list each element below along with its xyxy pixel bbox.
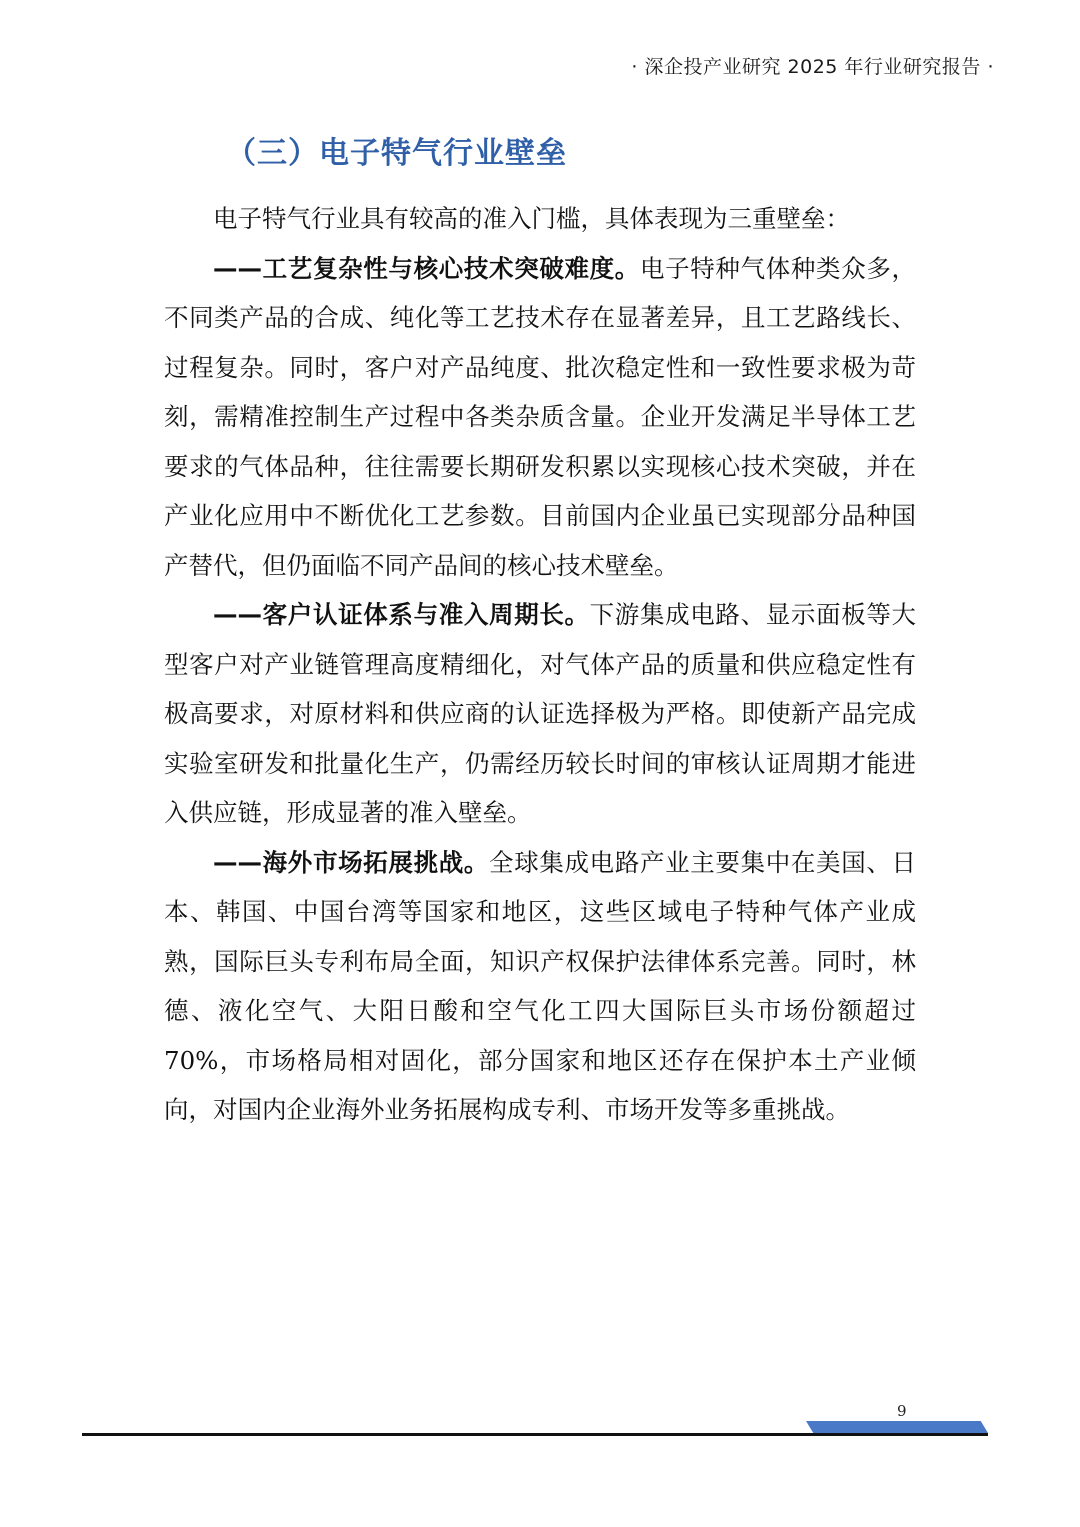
- paragraph-body: 电子特种气体种类众多，不同类产品的合成、纯化等工艺技术存在显著差异，且工艺路线长、过程复杂。同时，客户对产品纯度、批次稳定性和一致性要求极为苛刻，需精准控制生产过程中各类杂质含量。企业开发满足半导体工艺要求的气体品种，往往需要长期研发积累以实现核心技术突破，并在产业化应用中不断优化工艺参数。目前国内企业虽已实现部分品种国产替代，但仍面临不同产品间的核心技术壁垒。: [164, 253, 917, 580]
- footer-divider: [82, 1433, 988, 1436]
- paragraph-body: 全球集成电路产业主要集中在美国、日本、韩国、中国台湾等国家和地区，这些区域电子特种气体产业成熟，国际巨头专利布局全面，知识产权保护法律体系完善。同时，林德、液化空气、大阳日酸和空气化工四大国际巨头市场份额超过 70%，市场格局相对固化，部分国家和地区还存在保护本土产业倾向，对国内企业海外业务拓展构成专利、市场开发等多重挑战。: [164, 847, 917, 1124]
- paragraph-body: 下游集成电路、显示面板等大型客户对产业链管理高度精细化，对气体产品的质量和供应稳定性有极高要求，对原材料和供应商的认证选择极为严格。即使新产品完成实验室研发和批量化生产，仍需经历较长时间的审核认证周期才能进入供应链，形成显著的准入壁垒。: [164, 600, 917, 827]
- paragraph-lead: ——工艺复杂性与核心技术突破难度。: [213, 253, 640, 283]
- running-header: · 深企投产业研究 2025 年行业研究报告 ·: [631, 56, 994, 78]
- body-text: [164, 194, 916, 1135]
- section-title: （三）电子特气行业壁垒: [226, 136, 567, 171]
- paragraph-overseas-barrier: [164, 838, 916, 1135]
- paragraph-certification-barrier: [164, 590, 916, 838]
- paragraph-lead: ——客户认证体系与准入周期长。: [213, 600, 590, 629]
- paragraph-process-barrier: [164, 244, 916, 591]
- paragraph-lead: ——海外市场拓展挑战。: [213, 847, 490, 877]
- footer-accent-bar: [806, 1421, 988, 1433]
- intro-paragraph: 电子特气行业具有较高的准入门槛，具体表现为三重壁垒：: [213, 204, 850, 233]
- page-number: 9: [897, 1402, 907, 1420]
